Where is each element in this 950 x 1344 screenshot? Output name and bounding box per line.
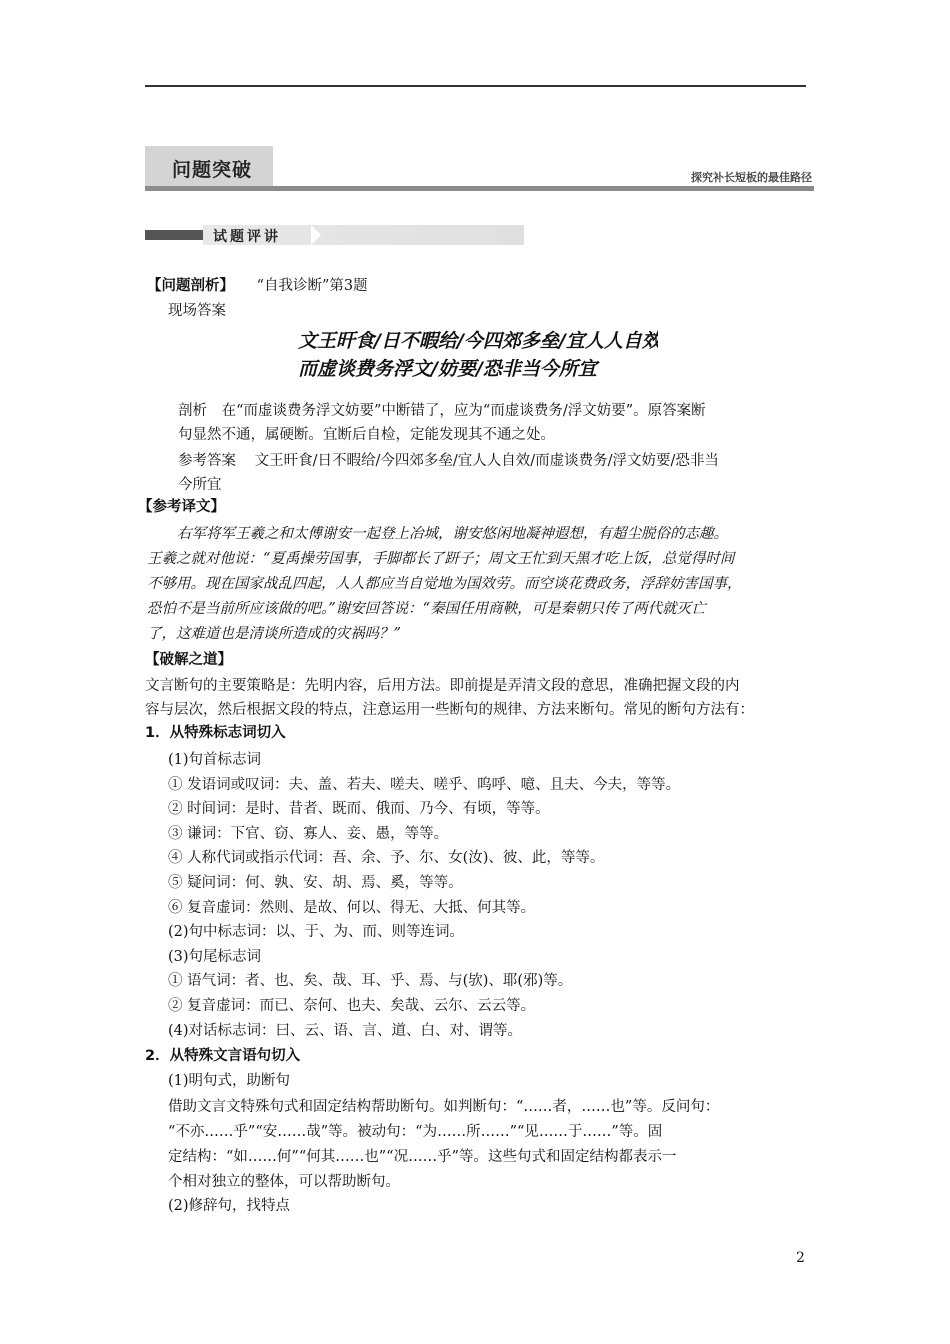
- subsection-chevron: [311, 225, 321, 245]
- list-item: ④ 人称代词或指示代词：吾、余、予、尔、女(汝)、彼、此，等等。: [168, 850, 605, 867]
- banner-subtitle: 探究补长短板的最佳路径: [691, 171, 812, 184]
- paragraph-line: 个相对独立的整体，可以帮助断句。: [168, 1174, 400, 1190]
- method-section-2-sub1: (1)明句式，助断句: [168, 1073, 291, 1089]
- onsite-answer-label: 现场答案: [168, 303, 226, 319]
- list-item: (1)句首标志词: [168, 752, 262, 768]
- paragraph-line: “不亦……乎”“安……哉”等。被动句：“为……所……”“见……于……”等。固: [168, 1124, 663, 1140]
- method-intro-line: 容与层次，然后根据文段的特点，注意运用一些断句的规律、方法来断句。常见的断句方法有：: [145, 702, 754, 718]
- translation-line: 恐怕不是当前所应该做的吧。”谢安回答说：“秦国任用商鞅，可是秦朝只传了两代就灭亡: [147, 601, 706, 617]
- translation-body: [147, 522, 742, 647]
- ref-text-2: 今所宜: [178, 477, 222, 493]
- analysis-source: “自我诊断”第3题: [256, 278, 368, 294]
- explain-line-1: [178, 401, 706, 421]
- translation-line: 了，这难道也是清谈所造成的灾祸吗？”: [147, 626, 401, 642]
- paragraph-line: 定结构：“如……何”“何其……也”“况……乎”等。这些句式和固定结构都表示一: [168, 1149, 677, 1165]
- analysis-row: [147, 276, 368, 296]
- handwritten-answer-image: [298, 325, 658, 383]
- ref-text-1: 文王旰食/日不暇给/今四郊多垒/宜人人自效/而虚谈费务/浮文妨要/恐非当: [254, 453, 719, 469]
- list-item: ⑤ 疑问词：何、孰、安、胡、焉、奚，等等。: [168, 874, 463, 891]
- translation-line: 右军将军王羲之和太傅谢安一起登上冶城，谢安悠闲地凝神遐想，有超尘脱俗的志趣。: [177, 526, 728, 542]
- top-rule: [145, 85, 806, 87]
- method-intro: [145, 674, 754, 722]
- method-section-2-sub2: (2)修辞句，找特点: [168, 1198, 291, 1214]
- list-item: (2)句中标志词：以、于、为、而、则等连词。: [168, 924, 465, 941]
- translation-heading: 【参考译文】: [138, 499, 225, 515]
- list-item: (4)对话标志词：曰、云、语、言、道、白、对、谓等。: [168, 1022, 523, 1039]
- method-intro-line: 文言断句的主要策略是：先明内容，后用方法。即前提是弄清文段的意思，准确把握文段的内: [145, 678, 740, 694]
- handwritten-answer-svg: [298, 325, 658, 383]
- list-item: ② 时间词：是时、昔者、既而、俄而、乃今、有顷，等等。: [168, 801, 550, 818]
- ref-line-1: [178, 451, 719, 471]
- page-number: 2: [796, 1250, 805, 1266]
- paragraph-line: 借助文言文特殊句式和固定结构帮助断句。如判断句：“……者，……也”等。反问句：: [168, 1099, 720, 1115]
- method-heading: 【破解之道】: [145, 652, 232, 668]
- list-item: ① 语气词：者、也、矣、哉、耳、乎、焉、与(欤)、耶(邪)等。: [168, 973, 573, 990]
- list-item: ① 发语词或叹词：夫、盖、若夫、嗟夫、嗟乎、呜呼、噫、且夫、今夫，等等。: [168, 776, 681, 793]
- explain-text-1: 在“而虚谈费务浮文妨要”中断错了，应为“而虚谈费务/浮文妨要”。原答案断: [221, 403, 706, 419]
- list-item: ③ 谦词：下官、窃、寡人、妾、愚，等等。: [168, 825, 449, 842]
- section-banner: [145, 146, 814, 190]
- list-item: (3)句尾标志词: [168, 948, 262, 965]
- explain-text-2: 句显然不通，属硬断。宜断后自检，定能发现其不通之处。: [178, 427, 555, 443]
- subsection-header: [145, 225, 524, 245]
- translation-line: 王羲之就对他说：“夏禹操劳国事，手脚都长了趼子；周文王忙到天黑才吃上饭，总觉得时间: [147, 551, 735, 567]
- ref-label: 参考答案: [178, 453, 236, 469]
- translation-line: 不够用。现在国家战乱四起，人人都应当自觉地为国效劳。而空谈花费政务，浮辞妨害国事，: [147, 576, 742, 592]
- list-item: ⑥ 复音虚词：然则、是故、何以、得无、大抵、何其等。: [168, 899, 536, 916]
- analysis-heading: 【问题剖析】: [147, 278, 234, 294]
- handwritten-line-2: 而虚谈费务浮文/妨要/恐非当今所宜: [298, 358, 597, 380]
- list-item: ② 复音虚词：而已、奈何、也夫、矣哉、云尔、云云等。: [168, 997, 536, 1014]
- banner-bar: [145, 186, 814, 191]
- method-section-1-list: [168, 748, 680, 1043]
- method-section-2-paragraph: [168, 1095, 719, 1195]
- handwritten-line-1: 文王旰食/日不暇给/今四郊多垒/宜人人自效/: [298, 330, 658, 352]
- banner-title: 问题突破: [172, 159, 253, 181]
- method-section-2-title: 2．从特殊文言语句切入: [145, 1048, 301, 1064]
- explain-label: 剖析: [178, 403, 207, 419]
- method-section-1-title: 1．从特殊标志词切入: [145, 725, 286, 741]
- subsection-dark-bar: [145, 230, 203, 240]
- subsection-label: 试题评讲: [213, 229, 281, 245]
